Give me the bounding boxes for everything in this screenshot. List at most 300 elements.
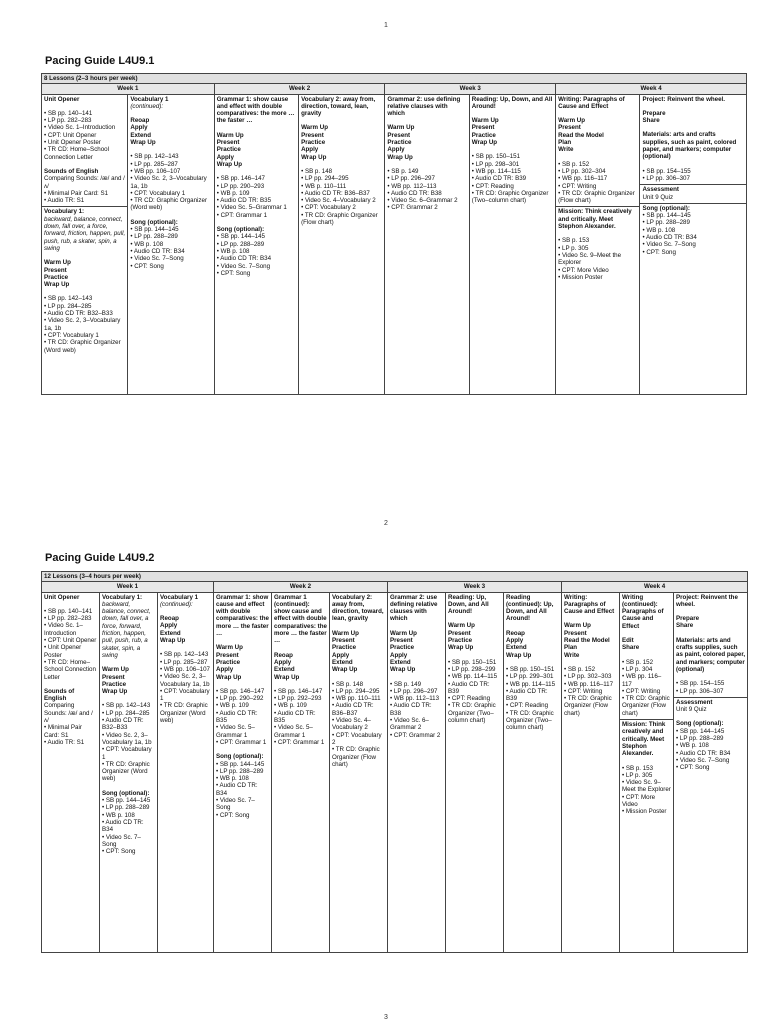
resource-item: • TR CD: Graphic Organizer (Flow chart) <box>332 746 380 768</box>
lesson-text: Reoap <box>274 651 293 659</box>
page-number-bottom: 3 <box>384 1014 388 1021</box>
page-title-guide-1: Pacing Guide L4U9.1 <box>45 55 155 67</box>
lesson-text: Apply <box>506 637 524 645</box>
resource-item: • SB pp. 154–155 <box>642 167 691 175</box>
resource-item: • SB pp. 144–145 <box>676 727 725 735</box>
lesson-text: Song (optional): <box>216 226 265 234</box>
resource-item: • LP pp. 285–287 <box>130 160 178 168</box>
lesson-text: Unit Opener <box>44 95 80 103</box>
resource-item: • LP pp. 288–289 <box>216 240 265 248</box>
lesson-text: backward, balance, connect, down, fall over, a force, forward, friction, happen, pull, push, rub, a skater, spin, a swing <box>44 215 126 252</box>
resource-item: • TR CD: Graphic Organizer (Two–column chart) <box>471 189 549 205</box>
lesson-text: Wrap Up <box>216 160 243 168</box>
resource-item: • CPT: Vocabulary 2 <box>332 731 382 746</box>
lesson-cell <box>330 592 388 952</box>
resource-item: • LP pp. 290–292 <box>216 695 264 703</box>
lesson-text: Grammar 1: show cause and effect with double comparatives: the more … the faster … <box>216 593 269 638</box>
resource-item: • LP pp. 292–293 <box>274 695 322 703</box>
lesson-text: Warm Up <box>564 622 591 630</box>
cell-divider <box>620 719 673 720</box>
resource-item: • SB pp. 142–143 <box>160 651 209 659</box>
lesson-text: Warm Up <box>44 259 71 267</box>
resource-item: • SB pp. 144–145 <box>216 760 265 768</box>
resource-item: • Audio CD TR: B36–B37 <box>332 702 374 717</box>
lesson-text: Vocabulary 2: away from, direction, toward, lean, gravity <box>301 95 376 118</box>
lesson-text: Wrap Up <box>448 644 474 652</box>
resource-item: • Audio TR: S1 <box>44 738 85 746</box>
lessons-header: 12 Lessons (3–4 hours per week) <box>42 572 748 582</box>
resource-item: • LP pp. 284–285 <box>102 709 150 717</box>
lesson-text: Song (optional): <box>102 789 150 797</box>
resource-item: • LP pp. 288–289 <box>642 219 690 227</box>
resource-item: • CPT: Song <box>642 248 676 256</box>
resource-item: • Audio CD TR: B35 <box>216 197 272 205</box>
resource-item: • SB p. 153 <box>622 764 654 772</box>
resource-item: • LP pp. 296–297 <box>387 175 435 183</box>
resource-item: • Video Sc. 6–Grammar 2 <box>390 717 429 732</box>
resource-item: • CPT: Writing <box>564 687 603 695</box>
resource-item: • Audio CD TR: B38 <box>387 189 442 197</box>
lesson-text: Vocabulary 1 <box>160 593 199 601</box>
lesson-text: Wrap Up <box>332 666 358 674</box>
lesson-text: Wrap Up <box>390 666 416 674</box>
lesson-cell <box>640 94 747 394</box>
lesson-text: Song (optional): <box>130 218 178 226</box>
lesson-text: Present <box>448 629 471 637</box>
resource-item: • LP pp. 290–293 <box>216 182 265 190</box>
resource-item: • TR CD: Graphic Organizer (Flow chart) <box>301 211 378 227</box>
cell-divider <box>674 697 747 698</box>
week-header: Week 2 <box>214 582 388 592</box>
lesson-text: Practice <box>471 131 496 139</box>
resource-item: • Video Sc. 9–Meet the Explorer <box>558 251 622 267</box>
lesson-text: Wrap Up <box>387 153 413 161</box>
lesson-text: Apply <box>216 666 234 674</box>
resource-item: • Video Sc. 7–Song <box>216 262 271 270</box>
lesson-cell <box>388 592 446 952</box>
resource-item: • Audio CD TR: B39 <box>471 175 527 183</box>
lesson-text: Wrap Up <box>274 673 300 681</box>
resource-item: • CPT: Vocabulary 2 <box>301 204 356 212</box>
resource-item: • TR CD: Home–School Connection Letter <box>44 658 96 681</box>
resource-item: • TR CD: Home–School Connection Letter <box>44 146 109 161</box>
resource-item: • TR CD: Graphic Organizer (Word web) <box>130 197 208 212</box>
resource-item: • CPT: More Video <box>558 266 609 274</box>
lesson-text: Wrap Up <box>102 688 128 696</box>
lesson-text: Read the Model <box>558 131 604 139</box>
lesson-text: Warm Up <box>216 644 243 652</box>
resource-item: • CPT: Unit Opener <box>44 131 97 139</box>
lesson-text: Share <box>676 622 694 630</box>
lesson-text: Grammar 1: show cause and effect with double comparatives: the more … the faster … <box>216 95 295 125</box>
lesson-text: Prepare <box>676 615 700 623</box>
lesson-text: Present <box>564 629 587 637</box>
resource-item: • SB p. 153 <box>558 237 590 245</box>
resource-item: • Audio CD TR: B35 <box>274 709 316 725</box>
resource-item: • SB pp. 142–143 <box>130 153 179 161</box>
resource-item: • CPT: Writing <box>622 687 661 695</box>
resource-item: • LP pp. 294–295 <box>332 687 380 695</box>
lesson-text: Assessment <box>642 186 679 194</box>
resource-item: • LP pp. 306–307 <box>642 174 690 182</box>
lesson-text: Warm Up <box>332 629 359 637</box>
resource-item: • SB pp. 142–143 <box>102 702 151 710</box>
resource-item: • Video Sc. 5–Grammar 1 <box>216 204 287 212</box>
resource-item: • WB p. 108 <box>102 811 135 819</box>
lesson-text: Song (optional): <box>216 753 264 761</box>
resource-item: • Audio TR: S1 <box>44 197 85 205</box>
resource-item: • Video Sc. 7–Song <box>130 255 184 263</box>
lesson-text: Present <box>332 637 355 645</box>
lesson-text: Apply <box>301 146 319 154</box>
lesson-text: Sounds of English <box>44 687 75 703</box>
lesson-text: (continued): <box>130 102 164 110</box>
lesson-text: Practice <box>387 139 412 147</box>
lesson-text: Unit 9 Quiz <box>642 193 674 201</box>
resource-item: • CPT: Song <box>102 848 136 856</box>
resource-item: • WB p. 109 <box>216 702 249 710</box>
resource-item: • Video Sc. 7–Song <box>102 833 141 848</box>
resource-item: • LP pp. 294–295 <box>301 175 349 183</box>
lesson-cell <box>504 592 562 952</box>
lesson-text: Warm Up <box>471 117 499 125</box>
lesson-text: Practice <box>216 146 241 154</box>
resource-item: • SB p. 148 <box>332 680 364 688</box>
resource-item: • Video Sc. 7–Song <box>642 241 696 249</box>
lesson-text: Write <box>564 651 580 659</box>
resource-item: • TR CD: Graphic Organizer (Two–column chart) <box>448 702 496 725</box>
lesson-text: Reoap <box>160 615 179 623</box>
resource-item: • LP pp. 302–303 <box>564 673 612 681</box>
lesson-text: Vocabulary 2: away from, direction, toward, lean, gravity <box>332 593 384 623</box>
lesson-text: Warm Up <box>301 124 328 132</box>
resource-item: • WB p. 109 <box>274 702 307 710</box>
resource-item: • WB pp. 110–111 <box>332 695 381 703</box>
resource-item: • SB pp. 144–145 <box>216 233 265 241</box>
week-header: Week 3 <box>385 84 556 94</box>
resource-item: • SB p. 149 <box>387 167 419 175</box>
lesson-text: Vocabulary 1: <box>44 208 85 216</box>
lesson-cell <box>620 592 674 952</box>
resource-item: • SB pp. 154–155 <box>676 680 725 688</box>
resource-item: • CPT: Grammar 1 <box>274 738 325 746</box>
resource-item: • WB p. 108 <box>216 775 249 783</box>
resource-item: • WB p. 108 <box>676 742 709 750</box>
resource-item: • WB pp. 116–117 <box>622 673 662 688</box>
resource-item: • CPT: Song <box>130 262 164 270</box>
week-header: Week 3 <box>388 582 562 592</box>
lesson-text: Reading (continued): Up, Down, and All Around! <box>506 593 554 623</box>
resource-item: • Audio CD TR: B38 <box>390 702 432 717</box>
resource-item: • LP pp. 282–283 <box>44 117 92 125</box>
week-header: Week 1 <box>42 582 214 592</box>
lesson-text: Present <box>216 651 239 659</box>
resource-item: • Audio CD TR: B34 <box>130 247 185 255</box>
resource-item: • CPT: Vocabulary 1 <box>160 687 210 703</box>
resource-item: • WB pp. 112–113 <box>390 695 440 703</box>
lesson-cell <box>272 592 330 952</box>
lesson-text: Mission: Think creatively and critically. Meet Stephon Alexander. <box>622 721 666 758</box>
resource-item: • LP pp. 288–289 <box>130 233 178 241</box>
lesson-text: Writing: Paragraphs of Cause and Effect <box>558 95 625 110</box>
lesson-text: Apply <box>387 146 405 154</box>
lesson-text: Present <box>558 124 581 132</box>
lesson-text: Vocabulary 1 <box>130 95 169 103</box>
lesson-cell <box>42 94 128 394</box>
lesson-text: Warm Up <box>448 622 475 630</box>
resource-item: • TR CD: Graphic Organizer (Flow chart) <box>558 189 635 205</box>
resource-item: • WB pp. 116–117 <box>564 680 614 688</box>
lesson-text: Wrap Up <box>506 651 532 659</box>
lesson-text: Comparing Sounds: /æ/ and /ʌ/ <box>44 175 125 190</box>
lesson-text: Project: Reinvent the wheel. <box>676 593 738 608</box>
lesson-text: Plan <box>558 139 572 147</box>
resource-item: • CPT: Song <box>676 764 710 772</box>
resource-item: • LP pp. 298–299 <box>448 665 496 673</box>
resource-item: • WB pp. 106–107 <box>130 167 181 175</box>
resource-item: • CPT: Reading <box>506 702 549 710</box>
lesson-text: Reading: Up, Down, and All Around! <box>448 593 489 616</box>
cell-divider <box>640 203 746 204</box>
resource-item: • SB pp. 142–143 <box>44 295 93 303</box>
resource-item: • Video Sc. 1–Introduction <box>44 622 83 637</box>
lesson-text: Wrap Up <box>216 673 242 681</box>
resource-item: • SB pp. 146–147 <box>216 175 265 183</box>
lesson-text: Present <box>44 266 67 274</box>
resource-item: • LP pp. 288–289 <box>216 767 264 775</box>
lesson-text: Warm Up <box>102 666 129 674</box>
lesson-text: Practice <box>332 644 357 652</box>
lesson-text: Extend <box>506 644 527 652</box>
lesson-text: Share <box>622 644 640 652</box>
lesson-text: Share <box>642 117 660 125</box>
lesson-cell <box>128 94 214 394</box>
resource-item: • TR CD: Graphic Organizer (Two–column chart) <box>506 709 554 732</box>
lesson-text: backward, balance, connect, down, fall over, a force, forward, friction, happen, pull, push, rub, a skater, spin, a swing <box>102 600 151 659</box>
resource-item: • Mission Poster <box>558 273 603 281</box>
resource-item: • Audio CD TR: B34 <box>216 255 272 263</box>
page-number-top: 1 <box>384 22 388 29</box>
lesson-text: Grammar 2: use defining relative clauses with which <box>387 95 461 118</box>
resource-item: • Audio CD TR: B32–B33 <box>102 717 144 732</box>
resource-item: • SB pp. 140–141 <box>44 109 93 117</box>
lesson-text: Practice <box>301 139 326 147</box>
lesson-text: Materials: arts and crafts supplies, such as paint, colored paper, and markers; computer (optional) <box>676 636 746 673</box>
lesson-text: Present <box>216 139 240 147</box>
lesson-text: Vocabulary 1: <box>102 593 143 601</box>
resource-item: • Video Sc. 2, 3–Vocabulary 1a, 1b <box>44 317 121 332</box>
resource-item: • Video Sc. 5–Grammar 1 <box>216 724 255 739</box>
resource-item: • Audio CD TR: B34 <box>676 749 731 757</box>
lesson-text: Apply <box>390 651 408 659</box>
lesson-cell <box>214 94 298 394</box>
lesson-text: Materials: arts and crafts supplies, such as paint, colored paper, and markers; computer (optional) <box>642 131 737 161</box>
lesson-text: Reading: Up, Down, and All Around! <box>471 95 553 110</box>
resource-item: • LP pp. 299–301 <box>506 673 554 681</box>
resource-item: • LP pp. 296–297 <box>390 687 438 695</box>
resource-item: • Minimal Pair Card: S1 <box>44 189 109 197</box>
resource-item: • CPT: Grammar 1 <box>216 211 268 219</box>
lesson-text: Unit 9 Quiz <box>676 706 707 714</box>
lesson-cell <box>385 94 469 394</box>
resource-item: • LP p. 304 <box>622 665 653 673</box>
lesson-text: Unit Opener <box>44 593 80 601</box>
resource-item: • Video Sc. 7–Song <box>676 756 730 764</box>
lesson-text: Warm Up <box>390 629 417 637</box>
lesson-text: Extend <box>332 658 353 666</box>
lesson-text: Present <box>471 124 495 132</box>
resource-item: • TR CD: Graphic Organizer (Flow chart) <box>622 695 670 717</box>
lesson-text: Grammar 2: use defining relative clauses with which <box>390 593 438 623</box>
lesson-cell <box>100 592 158 952</box>
resource-item: • CPT: Grammar 2 <box>387 204 438 212</box>
resource-item: • Audio CD TR: B39 <box>506 687 548 703</box>
lesson-text: Present <box>102 673 125 681</box>
resource-item: • CPT: Grammar 1 <box>216 738 267 746</box>
resource-item: • Audio CD TR: B32–B33 <box>44 310 113 318</box>
lesson-text: Present <box>301 131 324 139</box>
lesson-text: Present <box>387 131 411 139</box>
lesson-text: Sounds of English <box>44 167 99 175</box>
resource-item: • WB pp. 106–107 <box>160 665 210 673</box>
resource-item: • WB p. 108 <box>642 226 676 234</box>
lesson-text: Song (optional): <box>676 720 724 728</box>
lesson-text: Write <box>558 146 574 154</box>
lesson-text: Wrap Up <box>44 281 70 289</box>
resource-item: • Video Sc. 6–Grammar 2 <box>387 197 458 205</box>
resource-item: • SB p. 149 <box>390 680 422 688</box>
resource-item: • LP pp. 302–304 <box>558 167 606 175</box>
lesson-cell <box>214 592 272 952</box>
resource-item: • Minimal Pair Card: S1 <box>44 724 82 739</box>
lesson-text: Apply <box>130 124 148 132</box>
lesson-text: Present <box>390 637 413 645</box>
resource-item: • SB pp. 144–145 <box>642 212 691 220</box>
lesson-text: Warm Up <box>558 117 586 125</box>
lesson-cell <box>674 592 748 952</box>
lesson-text: Prepare <box>642 109 666 117</box>
lesson-text: Extend <box>160 629 181 637</box>
resource-item: • SB pp. 146–147 <box>216 687 265 695</box>
resource-item: • Video Sc. 1–Introduction <box>44 124 116 132</box>
resource-item: • TR CD: Graphic Organizer (Word web) <box>102 760 150 783</box>
resource-item: • LP pp. 282–283 <box>44 615 92 623</box>
lesson-text: Extend <box>130 131 151 139</box>
resource-item: • Video Sc. 4–Vocabulary 2 <box>332 717 371 732</box>
lesson-text: Grammar 1 (continued): show cause and effect with double comparatives: the more … the faster … <box>274 593 327 645</box>
lesson-text: Wrap Up <box>471 139 498 147</box>
resource-item: • SB pp. 146–147 <box>274 687 323 695</box>
resource-item: • SB p. 152 <box>558 160 590 168</box>
lesson-text: Writing (continued): Paragraphs of Cause and Effect <box>622 593 664 630</box>
resource-item: • LP pp. 298–301 <box>471 160 520 168</box>
lesson-text: Reoap <box>506 629 525 637</box>
lesson-text: Practice <box>102 680 127 688</box>
lesson-text: Read the Model <box>564 637 610 645</box>
pacing-table-guide-1 <box>41 73 747 395</box>
lesson-text: Edit <box>622 637 634 645</box>
resource-item: • Video Sc. 2, 3–Vocabulary 1a, 1b <box>102 731 152 746</box>
lesson-text: Apply <box>332 651 350 659</box>
resource-item: • LP pp. 288–289 <box>102 804 150 812</box>
lesson-text: Extend <box>274 666 295 674</box>
resource-item: • TR CD: Graphic Organizer (Flow chart) <box>564 695 612 717</box>
resource-item: • Video Sc. 4–Vocabulary 2 <box>301 197 376 205</box>
lesson-text: Wrap Up <box>130 139 156 147</box>
resource-item: • Audio CD TR: B34 <box>216 782 258 797</box>
resource-item: • Video Sc. 2, 3–Vocabulary 1a, 1b <box>130 175 207 190</box>
lesson-text: Plan <box>564 644 578 652</box>
resource-item: • Audio CD TR: B35 <box>216 709 258 725</box>
resource-item: • Audio CD TR: B34 <box>102 818 144 834</box>
resource-item: • WB pp. 116–117 <box>558 175 608 183</box>
resource-item: • SB p. 152 <box>564 665 596 673</box>
resource-item: • WB pp. 114–115 <box>448 673 498 681</box>
resource-item: • WB pp. 114–115 <box>471 167 521 175</box>
cell-divider <box>640 184 746 185</box>
resource-item: • CPT: Song <box>216 269 251 277</box>
lesson-text: Wrap Up <box>160 637 186 645</box>
lesson-text: Apply <box>216 153 234 161</box>
resource-item: • CPT: Reading <box>448 695 491 703</box>
lesson-cell <box>469 94 555 394</box>
resource-item: • CPT: Vocabulary 1 <box>102 746 152 761</box>
pacing-table-guide-2 <box>41 571 748 953</box>
resource-item: • Video Sc. 9–Meet the Explorer <box>622 779 671 794</box>
resource-item: • LP p. 305 <box>558 244 589 252</box>
lesson-text: (continued): <box>160 600 193 608</box>
resource-item: • WB p. 110–111 <box>301 182 347 190</box>
resource-item: • Video Sc. 7–Song <box>216 797 255 812</box>
resource-item: • Unit Opener Poster <box>44 139 101 147</box>
lesson-text: Practice <box>216 658 241 666</box>
resource-item: • Audio CD TR: B39 <box>448 680 490 695</box>
resource-item: • CPT: Vocabulary 1 <box>44 331 99 339</box>
lesson-text: Project: Reinvent the wheel. <box>642 95 725 103</box>
resource-item: • Video Sc. 2, 3–Vocabulary 1a, 1b <box>160 673 210 688</box>
cell-divider <box>42 206 127 207</box>
lesson-cell <box>562 592 620 952</box>
resource-item: • WB p. 109 <box>216 189 250 197</box>
lesson-text: Warm Up <box>216 131 244 139</box>
lesson-text: Mission: Think creatively and critically. Meet Stephon Alexander. <box>558 208 632 231</box>
cell-divider <box>556 206 639 207</box>
week-header: Week 2 <box>214 84 385 94</box>
resource-item: • SB pp. 144–145 <box>102 797 151 805</box>
lesson-text: Comparing Sounds: /æ/ and /ʌ/ <box>44 702 93 725</box>
lesson-text: Practice <box>390 644 415 652</box>
resource-item: • CPT: Writing <box>558 182 597 190</box>
page-title-guide-2: Pacing Guide L4U9.2 <box>45 552 155 564</box>
week-header: Week 4 <box>556 84 747 94</box>
lesson-text: Warm Up <box>387 124 415 132</box>
resource-item: • LP pp. 288–289 <box>676 735 724 743</box>
resource-item: • Mission Poster <box>622 808 667 816</box>
resource-item: • WB p. 108 <box>216 247 250 255</box>
resource-item: • LP pp. 306–307 <box>676 687 724 695</box>
resource-item: • LP p. 305 <box>622 771 653 779</box>
lesson-cell <box>42 592 100 952</box>
resource-item: • CPT: Vocabulary 1 <box>130 189 186 197</box>
resource-item: • CPT: Reading <box>471 182 514 190</box>
lesson-text: Assessment <box>676 698 713 706</box>
lesson-text: Apply <box>160 622 178 630</box>
resource-item: • SB p. 148 <box>301 167 333 175</box>
resource-item: • Video Sc. 5–Grammar 1 <box>274 724 313 739</box>
lesson-text: Extend <box>390 658 411 666</box>
resource-item: • LP pp. 285–287 <box>160 658 208 666</box>
resource-item: • CPT: Song <box>216 811 250 819</box>
